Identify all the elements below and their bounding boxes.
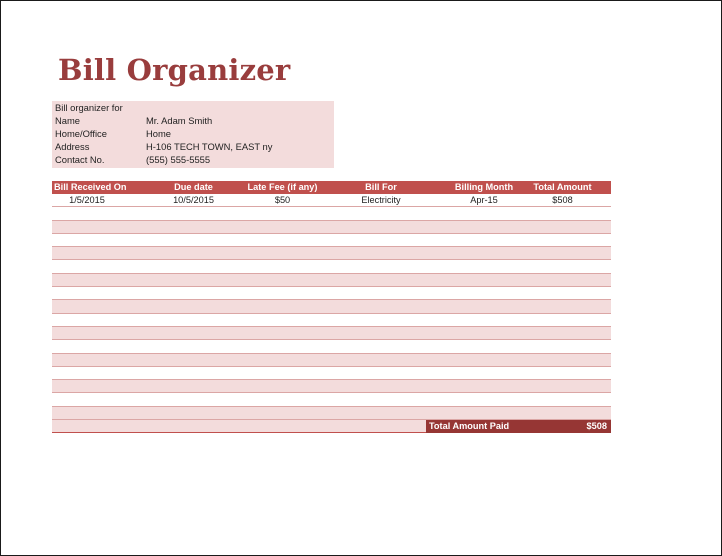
info-value[interactable]: Mr. Adam Smith <box>146 115 213 126</box>
table-row[interactable] <box>52 221 611 234</box>
total-amount-paid-value: $508 <box>586 421 607 432</box>
table-row[interactable] <box>52 247 611 260</box>
total-row <box>52 420 611 433</box>
table-row[interactable] <box>52 314 611 327</box>
cell-bill-for[interactable]: Electricity <box>361 195 401 205</box>
table-row[interactable] <box>52 274 611 287</box>
table-row[interactable] <box>52 300 611 313</box>
info-block <box>52 101 334 168</box>
table-row[interactable] <box>52 380 611 393</box>
cell-due-date[interactable]: 10/5/2015 <box>173 195 214 205</box>
col-header-bill-received-on: Bill Received On <box>54 182 127 192</box>
cell-total-amount[interactable]: $508 <box>552 195 573 205</box>
table-row[interactable] <box>52 393 611 406</box>
table-row[interactable] <box>52 367 611 380</box>
info-label: Home/Office <box>55 128 107 139</box>
info-label: Address <box>55 141 90 152</box>
cell-late-fee[interactable]: $50 <box>274 195 291 205</box>
page-title: Bill Organizer <box>58 53 291 87</box>
table-row[interactable] <box>52 260 611 273</box>
col-header-billing-month: Billing Month <box>454 182 514 192</box>
total-amount-paid-label: Total Amount Paid <box>429 421 510 432</box>
table-row[interactable] <box>52 234 611 247</box>
table-row[interactable] <box>52 327 611 340</box>
info-value[interactable]: (555) 555-5555 <box>146 154 211 165</box>
bills-table <box>52 181 611 433</box>
table-header-row <box>52 181 611 194</box>
cell-billing-month[interactable]: Apr-15 <box>470 195 498 205</box>
info-value[interactable]: H-106 TECH TOWN, EAST ny <box>146 141 273 152</box>
col-header-late-fee: Late Fee (if any) <box>247 182 318 192</box>
col-header-total-amount: Total Amount <box>533 182 592 192</box>
info-label: Contact No. <box>55 154 105 165</box>
table-row[interactable] <box>52 340 611 353</box>
info-header: Bill organizer for <box>55 102 123 113</box>
col-header-bill-for: Bill For <box>365 182 397 192</box>
table-row[interactable] <box>52 207 611 220</box>
table-row[interactable] <box>52 407 611 420</box>
table-row[interactable] <box>52 287 611 300</box>
info-value[interactable]: Home <box>146 128 172 139</box>
col-header-due-date: Due date <box>174 182 213 192</box>
table-row[interactable] <box>52 354 611 367</box>
info-label: Name <box>55 115 81 126</box>
total-box <box>426 420 611 433</box>
cell-bill-received-on[interactable]: 1/5/2015 <box>69 195 105 205</box>
table-row[interactable] <box>52 194 611 207</box>
